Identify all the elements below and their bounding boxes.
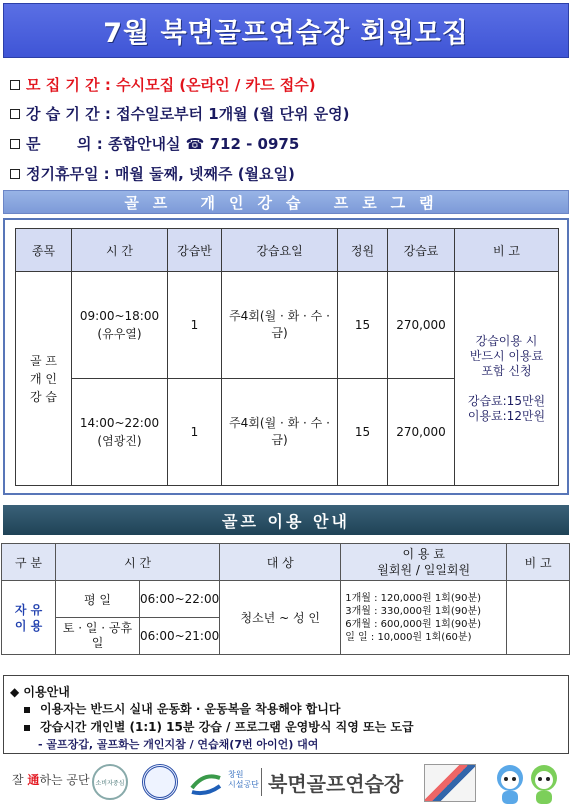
usage-day-time: 06:00~21:00 xyxy=(140,618,220,655)
usage-table xyxy=(1,543,570,655)
lesson-capacity: 15 xyxy=(338,379,388,486)
usage-header-row xyxy=(2,544,570,581)
certificate-icon xyxy=(424,764,476,802)
usage-fees: 1개월 : 120,000원 1회(90분) 3개월 : 330,000원 1회(90분) 6개월 : 600,000원 1회(90분) 일 일 : 10,000원 1회(60분) xyxy=(341,581,507,655)
lesson-fee: 270,000 xyxy=(388,379,455,486)
divider xyxy=(261,768,262,796)
header-cell: 강습요일 xyxy=(222,229,338,272)
header-cell: 정원 xyxy=(338,229,388,272)
lesson-fee: 270,000 xyxy=(388,272,455,379)
lesson-table-frame xyxy=(3,218,569,495)
bullet-icon xyxy=(24,707,30,713)
changwon-logo-icon xyxy=(186,768,226,798)
usage-target: 청소년 ~ 성 인 xyxy=(220,581,341,655)
facility-name: 북면골프연습장 xyxy=(268,772,404,796)
info-inquiry: 문 의 : 종합안내실 ☎ 712 - 0975 xyxy=(10,133,299,154)
lesson-time: 14:00~22:00 (염광진) xyxy=(72,379,168,486)
guide-box xyxy=(3,675,569,754)
guide-item: 이용자는 반드시 실내 운동화 · 운동복을 착용해야 합니다 xyxy=(24,700,340,717)
lesson-note: 강습이용 시 반드시 이용료 포함 신청 강습료:15만원 이용료:12만원 xyxy=(455,272,559,486)
guide-sub: - 골프장갑, 골프화는 개인지참 / 연습채(7번 아이언) 대여 xyxy=(38,738,319,751)
certification-badge-icon xyxy=(142,764,178,800)
title-banner xyxy=(3,3,569,58)
lesson-class: 1 xyxy=(168,379,222,486)
info-recruit-period: 모 집 기 간 : 수시모집 (온라인 / 카드 접수) xyxy=(10,74,316,95)
checkbox-icon xyxy=(10,80,20,90)
consumer-badge-icon: 소비자중심 xyxy=(92,764,128,800)
checkbox-icon xyxy=(10,109,20,119)
guide-item: 강습시간 개인별 (1:1) 15분 강습 / 프로그램 운영방식 직영 또는 도급 xyxy=(24,718,414,735)
usage-section-title: 골프 이용 안내 xyxy=(3,505,569,535)
lesson-days: 주4회(월 · 화 · 수 · 금) xyxy=(222,272,338,379)
usage-row xyxy=(2,581,570,618)
info-closed-days: 정기휴무일 : 매월 둘째, 넷째주 (월요일) xyxy=(10,163,295,184)
header-cell: 비 고 xyxy=(507,544,570,581)
page-title: 7월 북면골프연습장 회원모집 xyxy=(103,18,469,49)
header-cell: 이 용 료 월회원 / 일일회원 xyxy=(341,544,507,581)
lesson-days: 주4회(월 · 화 · 수 · 금) xyxy=(222,379,338,486)
lesson-row xyxy=(16,272,559,379)
usage-day-time: 06:00~22:00 xyxy=(140,581,220,618)
usage-day-label: 평 일 xyxy=(56,581,140,618)
mascot-icon xyxy=(492,760,568,806)
footer-slogan: 잘 通하는 공단 xyxy=(12,773,90,787)
header-cell: 비 고 xyxy=(455,229,559,272)
header-cell: 강습반 xyxy=(168,229,222,272)
lesson-table xyxy=(15,228,559,486)
header-cell: 종목 xyxy=(16,229,72,272)
guide-title: ◆ 이용안내 xyxy=(10,685,70,699)
info-lesson-period: 강 습 기 간 : 접수일로부터 1개월 (월 단위 운영) xyxy=(10,103,350,124)
usage-note xyxy=(507,581,570,655)
header-cell: 대 상 xyxy=(220,544,341,581)
header-cell: 시 간 xyxy=(72,229,168,272)
footer xyxy=(0,758,572,808)
header-cell: 구 분 xyxy=(2,544,56,581)
usage-day-label: 토 · 일 · 공휴일 xyxy=(56,618,140,655)
header-cell: 시 간 xyxy=(56,544,220,581)
lesson-category: 골 프 개 인 강 습 xyxy=(16,272,72,486)
lesson-header-row xyxy=(16,229,559,272)
checkbox-icon xyxy=(10,169,20,179)
checkbox-icon xyxy=(10,139,20,149)
lesson-capacity: 15 xyxy=(338,272,388,379)
header-cell: 강습료 xyxy=(388,229,455,272)
bullet-icon xyxy=(24,725,30,731)
lesson-time: 09:00~18:00 (유우열) xyxy=(72,272,168,379)
usage-category: 자 유 이 용 xyxy=(2,581,56,655)
org-name: 창원 시설공단 xyxy=(228,770,259,789)
lesson-class: 1 xyxy=(168,272,222,379)
lesson-section-title: 골프 개인강습 프로그램 xyxy=(3,190,569,214)
diamond-icon: ◆ xyxy=(10,685,20,699)
